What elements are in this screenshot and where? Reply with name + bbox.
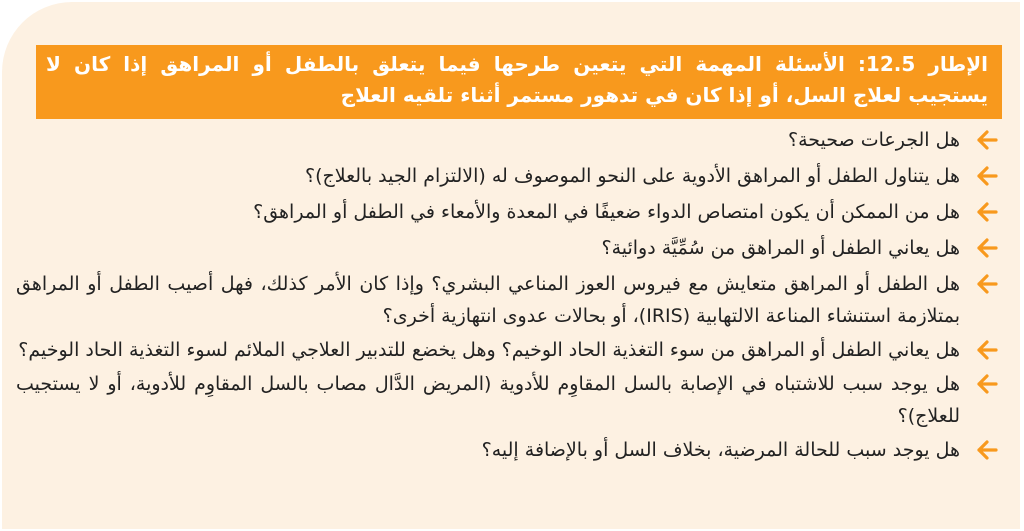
list-item <box>16 160 1006 192</box>
list-item <box>16 124 1006 156</box>
list-item-text: هل يعاني الطفل أو المراهق من سوء التغذية الحاد الوخيم؟ وهل يخضع للتدبير العلاجي الملائم لسوء التغذية الحاد الوخيم؟ <box>18 339 960 361</box>
list-item-text: هل يتناول الطفل أو المراهق الأدوية على النحو الموصوف له (الالتزام الجيد بالعلاج)؟ <box>305 165 960 187</box>
arrow-left-icon <box>974 434 1000 466</box>
list-item <box>16 232 1006 264</box>
list-item-text: هل الجرعات صحيحة؟ <box>788 129 960 151</box>
arrow-left-icon <box>974 232 1000 264</box>
list-item <box>16 196 1006 228</box>
arrow-left-icon <box>974 268 1000 300</box>
list-item <box>16 434 1006 466</box>
list-item <box>16 334 1006 366</box>
list-item-text: هل يوجد سبب للاشتباه في الإصابة بالسل المقاوِم للأدوية (المريض الدَّال مصاب بالسل المقاوِم للأدوية، أو لا يستجيب للعلاج)؟ <box>16 373 960 427</box>
arrow-left-icon <box>974 196 1000 228</box>
list-item <box>16 268 1006 332</box>
box-title: الإطار 12.5: الأسئلة المهمة التي يتعين طرحها فيما يتعلق بالطفل أو المراهق إذا كان لا يستجيب لعلاج السل، أو إذا كان في تدهور مستمر أثناء تلقيه العلاج <box>36 45 1002 119</box>
list-item <box>16 368 1006 432</box>
arrow-left-icon <box>974 160 1000 192</box>
list-item-text: هل يعاني الطفل أو المراهق من سُمِّيَّة دوائية؟ <box>601 237 960 259</box>
arrow-left-icon <box>974 124 1000 156</box>
list-item-text: هل يوجد سبب للحالة المرضية، بخلاف السل أو بالإضافة إليه؟ <box>481 439 960 461</box>
arrow-left-icon <box>974 368 1000 400</box>
list-item-text: هل من الممكن أن يكون امتصاص الدواء ضعيفًا في المعدة والأمعاء في الطفل أو المراهق؟ <box>253 201 960 223</box>
list-item-text: هل الطفل أو المراهق متعايش مع فيروس العوز المناعي البشري؟ وإذا كان الأمر كذلك، فهل أصيب الطفل أو المراهق بمتلازمة استنشاء المناعة الالتهابية (IRIS)، أو بحالات عدوى انتهازية أخرى؟ <box>16 273 960 327</box>
arrow-left-icon <box>974 334 1000 366</box>
question-list <box>16 124 1006 470</box>
